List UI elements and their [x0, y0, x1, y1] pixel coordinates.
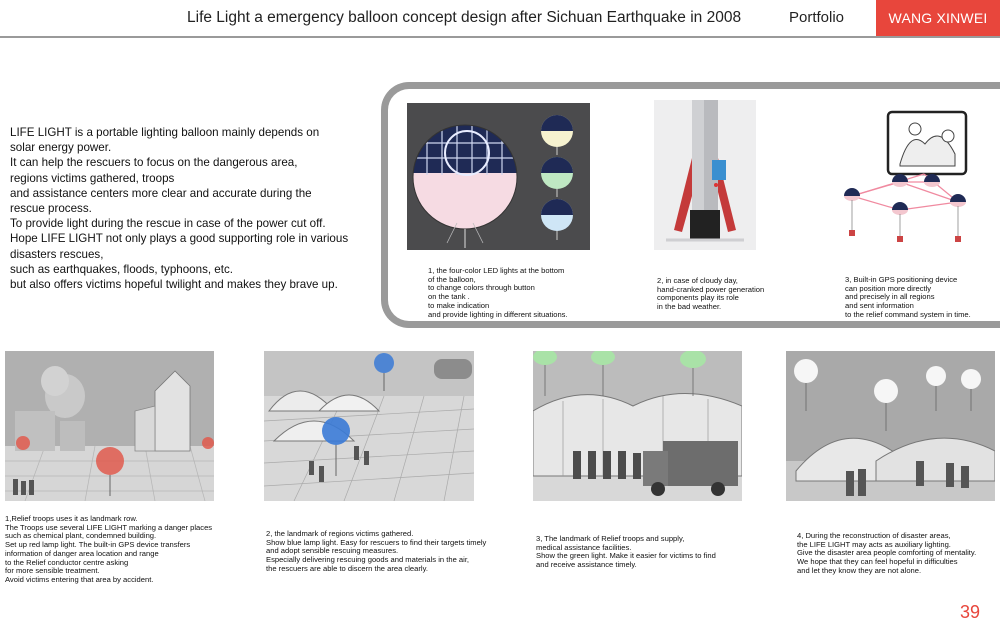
intro-line: such as earthquakes, floods, typhoons, etc. [10, 262, 233, 276]
intro-line: LIFE LIGHT is a portable lighting balloon mainly depends on [10, 126, 320, 139]
caption-line: Give the disaster area people comforting of mentality. [797, 548, 977, 558]
author-name: WANG XINWEI [888, 10, 988, 26]
victims-gathered-illustration [264, 351, 474, 501]
feature-caption-1 [428, 267, 568, 319]
caption-line: 3, The landmark of Relief troops and supply, [536, 534, 685, 543]
balloon-led-illustration [407, 103, 590, 250]
caption-line: to make indication [428, 300, 490, 310]
intro-line: It can help the rescuers to focus on the dangerous area, [10, 156, 298, 170]
reconstruction-illustration [786, 351, 995, 501]
caption-line: Show blue lamp light. Easy for rescuers to find their targets timely [266, 537, 487, 547]
caption-line: such as chemical plant, condemned building. [5, 531, 157, 541]
caption-line: on the tank . [428, 292, 470, 302]
scenario-caption-4 [797, 532, 976, 576]
caption-line: 1,Relief troops uses it as landmark row. [5, 514, 138, 523]
scenario-relief-troops-sketch [533, 351, 742, 501]
intro-line: Hope LIFE LIGHT not only plays a good supporting role in various [10, 232, 349, 246]
caption-line: We hope that they can feel hopeful in difficulties [797, 557, 958, 567]
caption-line: and sent information [845, 301, 914, 311]
caption-line: in the bad weather. [657, 302, 722, 312]
scenario-caption-3 [536, 535, 716, 570]
caption-line: to change colors through button [428, 283, 535, 293]
caption-line: The Troops use several LIFE LIGHT marking a danger places [5, 522, 213, 532]
author-badge [876, 0, 1000, 36]
scenario-caption-1 [5, 515, 212, 585]
intro-line: disasters rescues, [10, 247, 104, 261]
caption-line: and adopt sensible rescuing measures. [266, 546, 399, 556]
caption-line: can position more directly [845, 283, 932, 293]
page-number: 39 [960, 602, 981, 622]
intro-line: solar energy power. [10, 141, 112, 155]
caption-line: and receive assistance timely. [536, 560, 637, 570]
relief-troops-illustration [533, 351, 742, 501]
caption-line: 2, the landmark of regions victims gathered. [266, 529, 414, 538]
header-divider [0, 36, 1000, 38]
feature-caption-3 [845, 276, 971, 320]
caption-line: 3, Built-in GPS positioning device [845, 275, 958, 284]
intro-line: regions victims gathered, troops [10, 171, 175, 185]
scenario-victims-gathered-sketch [264, 351, 474, 501]
caption-line: Avoid victims entering that area by accident. [5, 574, 154, 584]
scenario-reconstruction-sketch [786, 351, 995, 501]
caption-line: of the balloon, [428, 274, 476, 284]
page-title: Life Light a emergency balloon concept design after Sichuan Earthquake in 2008 [187, 9, 742, 26]
caption-line: the LIFE LIGHT may acts as auxiliary lighting. [797, 539, 951, 549]
gps-network-illustration [830, 104, 994, 254]
intro-line: and assistance centers more clear and accurate during the [10, 186, 312, 200]
intro-line: but also offers victims hopeful twilight and makes they brave up. [10, 278, 338, 292]
portfolio-label: Portfolio [789, 9, 845, 26]
caption-line: Set up red lamp light. The built-in GPS device transfers [5, 540, 191, 550]
caption-line: 1, the four-color LED lights at the bottom [428, 266, 565, 275]
caption-line: to the relief command system in time. [845, 309, 971, 319]
danger-zone-illustration [5, 351, 214, 501]
caption-line: and precisely in all regions [845, 292, 935, 302]
intro-line: To provide light during the rescue in case of the power cut off. [10, 217, 326, 231]
intro-text [10, 125, 380, 292]
feature-caption-2 [657, 277, 764, 312]
caption-line: hand-cranked power generation [657, 284, 765, 294]
caption-line: components play its role [657, 293, 739, 303]
caption-line: and provide lighting in different situations. [428, 309, 568, 319]
caption-line: the rescuers are able to discern the area clearly. [266, 563, 428, 573]
caption-line: 4, During the reconstruction of disaster areas, [797, 531, 951, 540]
scenario-danger-zone-sketch [5, 351, 214, 501]
balloon-led-render [407, 103, 590, 250]
intro-line: rescue process. [10, 202, 92, 216]
hand-crank-tank-render [654, 100, 756, 250]
caption-line: and let they know they are not alone. [797, 565, 922, 575]
caption-line: information of danger area location and range [5, 548, 159, 558]
caption-line: Show the green light. Make it easier for victims to find [536, 551, 716, 561]
hand-crank-tank-illustration [654, 100, 756, 250]
gps-network-sketch [830, 104, 994, 254]
caption-line: to the Relief conductor centre asking [5, 557, 129, 567]
scenario-caption-2 [266, 530, 486, 574]
caption-line: Especially delivering rescuing goods and materials in the air, [266, 555, 470, 565]
caption-line: 2, in case of cloudy day, [657, 276, 738, 285]
caption-line: for more sensible treatment. [5, 566, 100, 576]
caption-line: medical assistance facilities. [536, 542, 632, 552]
